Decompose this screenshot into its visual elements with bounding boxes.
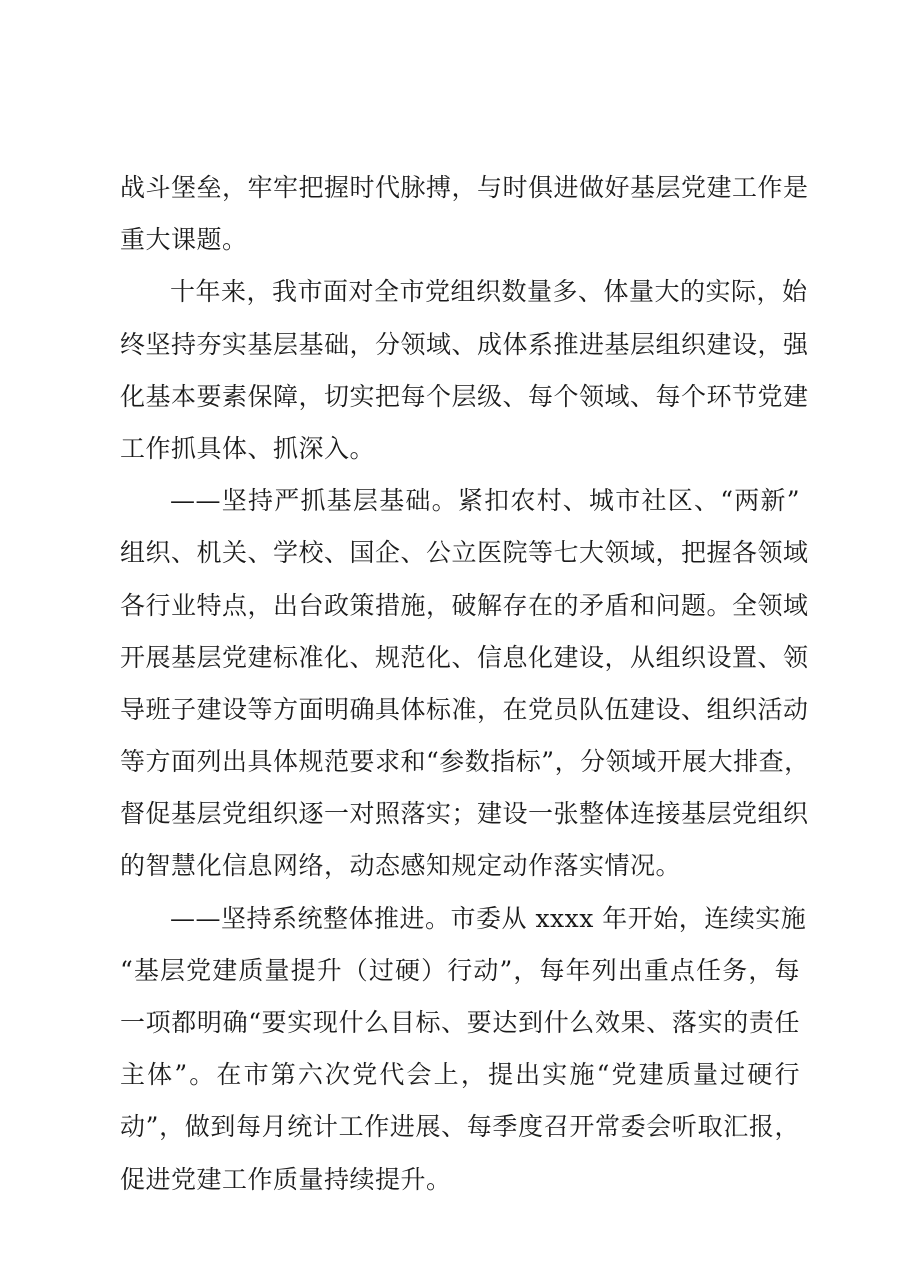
text-line: 组织、机关、学校、国企、公立医院等七大领域，把握各领域	[120, 538, 809, 568]
text-line: 开展基层党建标准化、规范化、信息化建设，从组织设置、领	[120, 642, 809, 672]
paragraph-3	[120, 475, 810, 893]
text-line: 动”，做到每月统计工作进展、每季度召开常委会听取汇报，	[120, 1112, 800, 1142]
text-line: 工作抓具体、抓深入。	[120, 433, 376, 463]
text-line: 导班子建设等方面明确具体标准，在党员队伍建设、组织活动	[120, 694, 809, 724]
paragraph-2	[120, 266, 809, 475]
text-line: 重大课题。	[120, 225, 248, 255]
text-line: 十年来，我市面对全市党组织数量多、体量大的实际，始	[170, 277, 808, 307]
document-body	[120, 162, 810, 1206]
text-line: ——坚持严抓基层基础。紧扣农村、城市社区、“两新”	[170, 486, 800, 516]
text-line: 促进党建工作质量持续提升。	[120, 1164, 452, 1194]
text-line: 等方面列出具体规范要求和“参数指标”，分领域开展大排查，	[120, 747, 810, 777]
text-line: 战斗堡垒，牢牢把握时代脉搏，与时俱进做好基层党建工作是	[120, 173, 809, 202]
text-line: “基层党建质量提升（过硬）行动”，每年列出重点任务，每	[120, 955, 800, 985]
paragraph-4	[120, 893, 807, 1206]
text-line: 的智慧化信息网络，动态感知规定动作落实情况。	[120, 851, 682, 881]
text-line: 化基本要素保障，切实把每个层级、每个领域、每个环节党建	[120, 381, 809, 411]
text-line: ——坚持系统整体推进。市委从 xxxx 年开始，连续实施	[170, 903, 807, 933]
text-line: 各行业特点，出台政策措施，破解存在的矛盾和问题。全领域	[120, 590, 809, 620]
text-line: 终坚持夯实基层基础，分领域、成体系推进基层组织建设，强	[120, 329, 809, 359]
paragraph-1	[120, 162, 809, 266]
text-line: 一项都明确“要实现什么目标、要达到什么效果、落实的责任	[120, 1008, 800, 1037]
text-line: 主体”。在市第六次党代会上，提出实施“党建质量过硬行	[120, 1060, 800, 1090]
text-line: 督促基层党组织逐一对照落实；建设一张整体连接基层党组织	[120, 799, 809, 829]
